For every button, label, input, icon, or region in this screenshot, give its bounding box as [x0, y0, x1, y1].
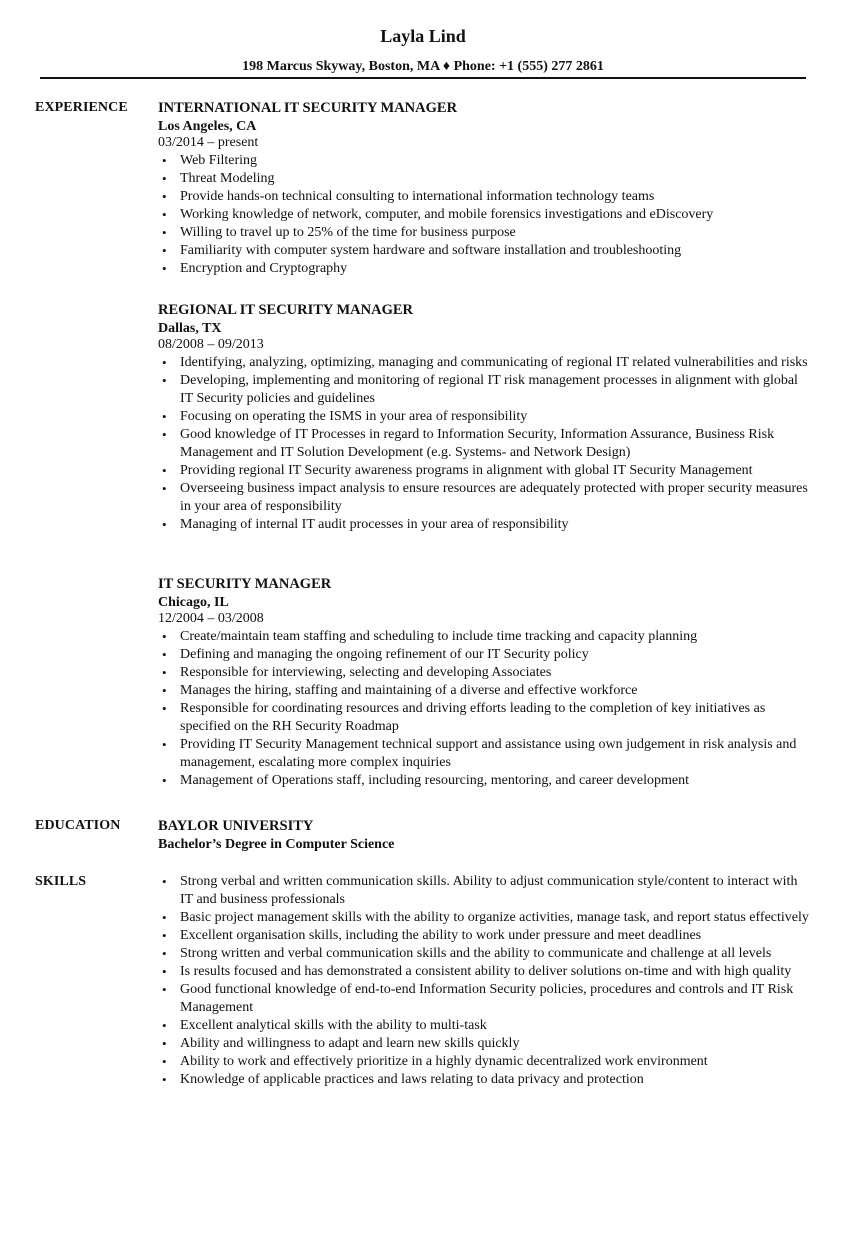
bullet-item: • Manages the hiring, staffing and maintaining of a diverse and effective workforce: [158, 682, 813, 700]
job-entry: [158, 301, 813, 534]
bullet-item: • Good knowledge of IT Processes in regard to Information Security, Information Assurance, Business Risk Management and IT Solution Development (e.g. Systems- and Network Design): [158, 426, 813, 462]
job-dates: 03/2014 – present: [158, 135, 259, 150]
job-dates: 12/2004 – 03/2008: [158, 611, 264, 626]
skills-heading: SKILLS: [35, 874, 87, 889]
job-bullets: [158, 354, 813, 534]
skill-item: • Knowledge of applicable practices and laws relating to data privacy and protection: [158, 1071, 813, 1089]
skill-item: • Is results focused and has demonstrated a consistent ability to deliver solutions on-time and with high quality: [158, 963, 813, 981]
job-location: Los Angeles, CA: [158, 119, 257, 134]
skill-item: • Strong written and verbal communication skills and the ability to communicate and challenge at all levels: [158, 945, 813, 963]
bullet-item: • Providing IT Security Management technical support and assistance using own judgement in risk analysis and management, escalating more complex inquiries: [158, 736, 813, 772]
job-entry: [158, 99, 813, 278]
bullet-item: • Responsible for coordinating resources and driving efforts leading to the completion of key initiatives as specified on the RH Security Roadmap: [158, 700, 813, 736]
skill-item: • Basic project management skills with the ability to organize activities, manage task, and report status effectively: [158, 909, 813, 927]
job-title: INTERNATIONAL IT SECURITY MANAGER: [158, 100, 458, 116]
bullet-item: • Focusing on operating the ISMS in your area of responsibility: [158, 408, 813, 426]
header-divider: [40, 77, 806, 79]
bullet-item: • Web Filtering: [158, 152, 813, 170]
job-entry: [158, 575, 813, 790]
bullet-item: • Overseeing business impact analysis to ensure resources are adequately protected with proper security measures in your area of responsibility: [158, 480, 813, 516]
degree: Bachelor’s Degree in Computer Science: [158, 837, 395, 852]
bullet-item: • Working knowledge of network, computer, and mobile forensics investigations and eDiscovery: [158, 206, 813, 224]
job-bullets: [158, 628, 813, 790]
job-title: IT SECURITY MANAGER: [158, 576, 332, 592]
school-name: BAYLOR UNIVERSITY: [158, 818, 314, 834]
bullet-item: • Provide hands-on technical consulting to international information technology teams: [158, 188, 813, 206]
job-location: Dallas, TX: [158, 321, 222, 336]
bullet-item: • Providing regional IT Security awareness programs in alignment with global IT Security Management: [158, 462, 813, 480]
bullet-item: • Willing to travel up to 25% of the time for business purpose: [158, 224, 813, 242]
bullet-item: • Defining and managing the ongoing refinement of our IT Security policy: [158, 646, 813, 664]
skill-item: • Strong verbal and written communication skills. Ability to adjust communication style/content to interact with IT and business professionals: [158, 873, 813, 909]
bullet-item: • Managing of internal IT audit processes in your area of responsibility: [158, 516, 813, 534]
bullet-item: • Responsible for interviewing, selecting and developing Associates: [158, 664, 813, 682]
skill-item: • Excellent organisation skills, including the ability to work under pressure and meet deadlines: [158, 927, 813, 945]
skill-item: • Excellent analytical skills with the ability to multi-task: [158, 1017, 813, 1035]
job-bullets: [158, 152, 813, 278]
job-dates: 08/2008 – 09/2013: [158, 337, 264, 352]
job-location: Chicago, IL: [158, 595, 229, 610]
job-title: REGIONAL IT SECURITY MANAGER: [158, 302, 414, 318]
bullet-item: • Familiarity with computer system hardware and software installation and troubleshooting: [158, 242, 813, 260]
bullet-item: • Create/maintain team staffing and scheduling to include time tracking and capacity planning: [158, 628, 813, 646]
bullet-item: • Management of Operations staff, including resourcing, mentoring, and career development: [158, 772, 813, 790]
skills-list: [158, 873, 813, 1089]
skill-item: • Ability to work and effectively prioritize in a highly dynamic decentralized work environment: [158, 1053, 813, 1071]
bullet-item: • Encryption and Cryptography: [158, 260, 813, 278]
bullet-item: • Developing, implementing and monitoring of regional IT risk management processes in alignment with global IT Security policies and guidelines: [158, 372, 813, 408]
bullet-item: • Identifying, analyzing, optimizing, managing and communicating of regional IT related vulnerabilities and risks: [158, 354, 813, 372]
skill-item: • Ability and willingness to adapt and learn new skills quickly: [158, 1035, 813, 1053]
skill-item: • Good functional knowledge of end-to-end Information Security policies, procedures and controls and IT Risk Management: [158, 981, 813, 1017]
education-heading: EDUCATION: [35, 818, 121, 833]
experience-heading: EXPERIENCE: [35, 100, 128, 115]
contact-line: 198 Marcus Skyway, Boston, MA ♦ Phone: +1 (555) 277 2861: [242, 59, 604, 74]
bullet-item: • Threat Modeling: [158, 170, 813, 188]
candidate-name: Layla Lind: [380, 26, 466, 46]
